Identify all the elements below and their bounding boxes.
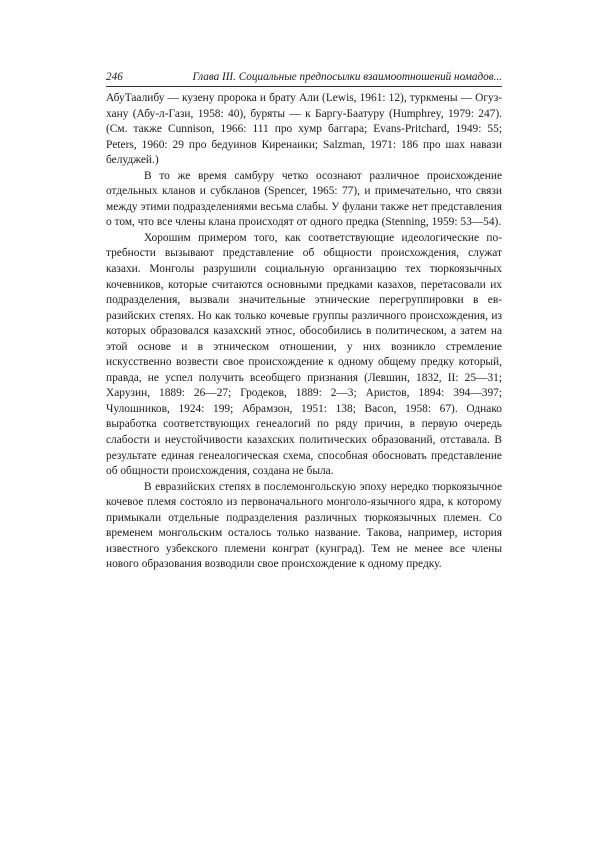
paragraph-kazakhs: Хорошим примером того, как соответствующие идеологические потребности вызывают представление об общности происхождения, служат казахи. Монголы разрушили социальную организацию тех тюркоязычных кочевников, которые считаются основными предками казахов, перетасовали их подразделения, вызвали значительные этнические перегруппировки в евразийских степях. Но как только кочевые группы различного происхождения, из которых образовался казахский этнос, обособились в политическом, а затем на этой основе и в этническом отношении, у них возникло стремление искусственно возвести свое происхождение к одному общему предку который, правда, не успел получить всеобщего признания (Левшин, 1832, II: 25—31; Харузин, 1889: 26—27; Гродеков, 1889: 2—3; Аристов, 1894: 394—397; Чулошников, 1924: 199; Абрамзон, 1951: 138; Bacon, 1958: 67). Однако выработка соответствующих генеалогий по ряду причин, в первую очередь слабости и неустойчивости казахских политических образований, отставала. В результате единая генеалогическая схема, способная обосновать представление об общности происхождения, создана не была. (106, 231, 502, 478)
body-text (106, 91, 502, 573)
paragraph-samburu: В то же время самбуру четко осознают различное происхождение отдельных кланов и субкланов (Spencer, 1965: 77), и примечательно, что связи между этими подразделениями весьма слабы. У фулани также нет представления о том, что все члены клана происходят от одного предка (Stenning, 1959: 53—54). (106, 169, 502, 229)
running-header (106, 70, 502, 87)
page-number: 246 (106, 71, 123, 83)
paragraph-continuation: АбуТаалибу — кузену пророка и брату Али (Lewis, 1961: 12), туркмены — Огуз-хану (Абу-л-Гази, 1958: 40), буряты — к Баргу-Баатуру (Humphrey, 1979: 247). (См. также Cunnison, 1966: 111 про хумр баггара; Evans-Pritchard, 1949: 55; Peters, 1960: 29 про бедуинов Киренаики; Salzman, 1971: 186 про шах навази белуджей.) (106, 92, 502, 167)
chapter-title: Глава III. Социальные предпосылки взаимоотношений номадов... (192, 71, 502, 83)
book-page (106, 70, 502, 573)
paragraph-eurasian-steppes: В евразийских степях в послемонгольскую эпоху нередко тюркоязычное кочевое племя состояло из первоначального монголо-язычного ядра, к которому примыкали отдельные подразделения различных тюркоязычных племен. Со временем монгольским осталось только название. Такова, например, история известного узбекского племени конграт (кунград). Тем не менее все члены нового образования возводили свое происхождение к одному предку. (106, 480, 502, 571)
